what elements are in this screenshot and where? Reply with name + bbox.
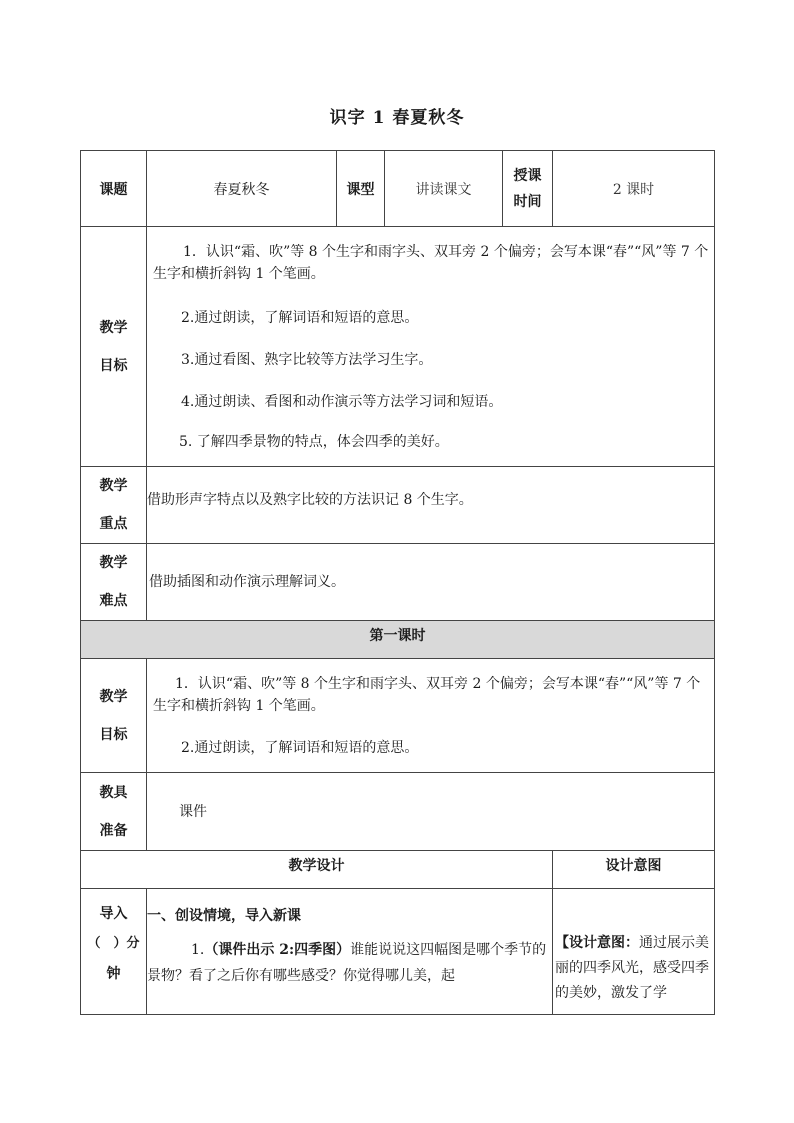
topic-value: 春夏秋冬 xyxy=(147,151,337,227)
step-text: 谁能说说这四幅图是哪个季节的景物？看了之后你有哪些感受？你觉得哪儿美，起 xyxy=(147,942,547,984)
time-label xyxy=(503,151,553,227)
goals-content xyxy=(147,227,715,467)
goal-item-2: 2.通过朗读，了解词语和短语的意思。 xyxy=(181,309,419,326)
lesson-goals-content xyxy=(147,659,715,773)
key-points-row xyxy=(81,467,715,544)
goals-row xyxy=(81,227,715,467)
page-title: 识字 1 春夏秋冬 xyxy=(329,108,465,128)
intro-label-line2: （ ）分 xyxy=(87,936,140,951)
goals-label xyxy=(81,227,147,467)
difficulties-row xyxy=(81,544,715,621)
difficulties-label-line2: 难点 xyxy=(99,593,128,609)
lesson-goals-label-line1: 教学 xyxy=(99,688,128,705)
intent-text: 通过展示美丽的四季风光，感受四季的美妙，激发了学 xyxy=(555,935,709,1001)
intent-content xyxy=(553,889,715,1015)
section-title: 一、创设情境，导入新课 xyxy=(147,908,301,924)
tools-label-line1: 教具 xyxy=(99,784,128,801)
step-text-block xyxy=(147,937,550,989)
goal-item-4: 4.通过朗读、看图和动作演示等方法学习词和短语。 xyxy=(181,393,503,410)
tools-label-line2: 准备 xyxy=(99,822,128,839)
lesson-goals-label-line2: 目标 xyxy=(99,726,128,743)
design-label: 教学设计 xyxy=(81,851,553,889)
topic-label: 课题 xyxy=(81,151,147,227)
lesson-one-heading-row xyxy=(81,621,715,659)
goal-item-1: 1．认识“霜、吹”等 8 个生字和雨字头、双耳旁 2 个偏旁；会写本课“春”“风”等 7 个生字和横折斜钩 1 个笔画。 xyxy=(153,243,709,282)
step-prefix: 1. xyxy=(191,942,205,958)
lesson-goal-item-1: 1．认识“霜、吹”等 8 个生字和雨字头、双耳旁 2 个偏旁；会写本课“春”“风”等 7 个生字和横折斜钩 1 个笔画。 xyxy=(153,675,701,714)
goal-item-3: 3.通过看图、熟字比较等方法学习生字。 xyxy=(181,351,433,368)
intent-bold: 【设计意图： xyxy=(555,935,639,951)
time-label-line2: 时间 xyxy=(513,193,542,210)
time-value: 2 课时 xyxy=(553,151,715,227)
intro-label-line3: 钟 xyxy=(106,966,121,982)
design-header-row xyxy=(81,851,715,889)
tools-row xyxy=(81,773,715,851)
intro-label-line1: 导入 xyxy=(99,906,128,922)
key-points-text: 借助形声字特点以及熟字比较的方法识记 8 个生字。 xyxy=(147,467,715,544)
goals-label-line1: 教学 xyxy=(99,319,128,336)
intro-row xyxy=(81,889,715,1015)
difficulties-label-line1: 教学 xyxy=(99,555,128,571)
tools-text: 课件 xyxy=(147,773,715,851)
type-value: 讲读课文 xyxy=(385,151,503,227)
type-label: 课型 xyxy=(337,151,385,227)
header-row xyxy=(81,151,715,227)
difficulties-label xyxy=(81,544,147,621)
lesson-goals-row xyxy=(81,659,715,773)
goals-label-line2: 目标 xyxy=(99,357,128,374)
intent-label: 设计意图 xyxy=(553,851,715,889)
lesson-one-heading: 第一课时 xyxy=(81,621,715,659)
key-points-label xyxy=(81,467,147,544)
key-points-label-line2: 重点 xyxy=(99,516,128,532)
key-points-label-line1: 教学 xyxy=(99,478,128,494)
step-bold: （课件出示 2:四季图） xyxy=(204,942,351,958)
tools-label xyxy=(81,773,147,851)
intro-content xyxy=(147,889,553,1015)
lesson-goal-item-2: 2.通过朗读，了解词语和短语的意思。 xyxy=(181,739,419,756)
time-label-line1: 授课 xyxy=(513,167,542,184)
intro-label xyxy=(81,889,147,1015)
goal-item-5: 5. 了解四季景物的特点，体会四季的美好。 xyxy=(179,433,449,450)
lesson-plan-table xyxy=(80,150,715,1015)
lesson-goals-label xyxy=(81,659,147,773)
difficulties-text: 借助插图和动作演示理解词义。 xyxy=(147,544,715,621)
